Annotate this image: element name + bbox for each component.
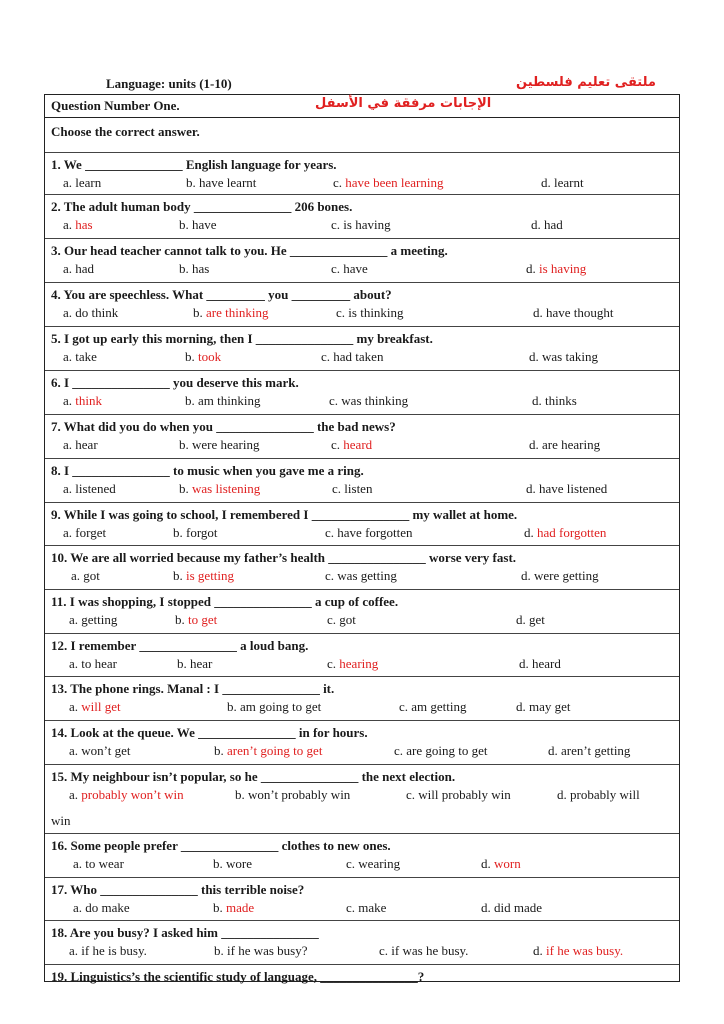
answer-option: [177, 656, 212, 672]
option-text: am getting: [411, 699, 467, 714]
answer-option: [329, 393, 408, 409]
question-title: Question Number One.: [51, 98, 180, 113]
option-text: is having: [539, 261, 587, 276]
option-text: had: [544, 217, 563, 232]
answer-option: [533, 305, 614, 321]
correct-answer-option: [526, 261, 586, 277]
answer-option: [519, 656, 561, 672]
answer-option: [331, 261, 368, 277]
option-text: have been learning: [345, 175, 444, 190]
answer-option: [69, 943, 147, 959]
option-text: make: [358, 900, 387, 915]
correct-answer-option: [193, 305, 268, 321]
option-letter: d.: [541, 175, 554, 190]
correct-answer-option: [173, 568, 234, 584]
option-letter: a.: [73, 900, 86, 915]
question-divider: [45, 676, 679, 677]
answer-option: [346, 900, 386, 916]
answer-option: [63, 481, 116, 497]
option-text: do make: [85, 900, 130, 915]
correct-answer-option: [524, 525, 606, 541]
option-text: have: [343, 261, 368, 276]
question-divider: [45, 370, 679, 371]
option-letter: b.: [179, 261, 192, 276]
option-text: are thinking: [206, 305, 269, 320]
question-divider: [45, 764, 679, 765]
option-letter: a.: [63, 525, 76, 540]
question-stem: 4. You are speechless. What _________ you _________ about?: [51, 287, 392, 302]
option-text: was listening: [192, 481, 261, 496]
option-letter: c.: [327, 656, 340, 671]
question-divider: [45, 458, 679, 459]
option-text: do think: [75, 305, 119, 320]
option-letter: c.: [346, 900, 359, 915]
option-text: aren’t getting: [561, 743, 631, 758]
answer-option: [63, 525, 106, 541]
question-divider: [45, 633, 679, 634]
option-letter: b.: [173, 525, 186, 540]
question-divider: [45, 326, 679, 327]
answers-note: الإجابات مرفقة في الأسفل: [315, 96, 492, 111]
option-letter: c.: [379, 943, 392, 958]
option-text: getting: [81, 612, 118, 627]
option-letter: c.: [331, 437, 344, 452]
correct-answer-option: [63, 217, 93, 233]
option-letter: a.: [63, 217, 76, 232]
title-row: [45, 95, 679, 118]
answer-option: [529, 437, 600, 453]
answer-option: [526, 481, 607, 497]
answer-option: [379, 943, 468, 959]
option-text: have thought: [546, 305, 614, 320]
option-text: hearing: [339, 656, 379, 671]
correct-answer-option: [533, 943, 623, 959]
answer-option: [227, 699, 321, 715]
option-text: am thinking: [198, 393, 261, 408]
answer-option: [516, 699, 571, 715]
answer-option: [325, 525, 413, 541]
answer-option: [531, 217, 563, 233]
option-letter: b.: [193, 305, 206, 320]
option-letter: b.: [179, 481, 192, 496]
option-letter: d.: [481, 856, 494, 871]
option-letter: c.: [399, 699, 412, 714]
option-letter: c.: [331, 217, 344, 232]
option-text: learn: [75, 175, 102, 190]
option-text: heard: [343, 437, 373, 452]
option-letter: d.: [524, 525, 537, 540]
question-divider: [45, 877, 679, 878]
question-stem: 8. I _______________ to music when you gave me a ring.: [51, 463, 364, 478]
option-letter: b.: [235, 787, 248, 802]
answer-option: [73, 900, 130, 916]
option-letter: b.: [214, 743, 227, 758]
question-divider: [45, 964, 679, 965]
option-text: learnt: [554, 175, 584, 190]
option-letter: b.: [213, 900, 226, 915]
option-text: were getting: [534, 568, 599, 583]
option-text: got: [83, 568, 100, 583]
option-text: are going to get: [406, 743, 488, 758]
option-text: worn: [494, 856, 521, 871]
option-letter: b.: [214, 943, 227, 958]
unit-heading: Language: units (1-10): [106, 76, 232, 91]
option-letter: d.: [533, 305, 546, 320]
question-box: [44, 94, 680, 982]
option-text: to hear: [81, 656, 118, 671]
option-letter: a.: [63, 437, 76, 452]
answer-option: [71, 568, 100, 584]
option-text: to wear: [85, 856, 124, 871]
answer-option: [406, 787, 511, 803]
answer-option: [346, 856, 400, 872]
option-letter: d.: [531, 217, 544, 232]
answer-option: [325, 568, 397, 584]
option-letter: c.: [333, 175, 346, 190]
option-letter: c.: [325, 568, 338, 583]
option-letter: b.: [185, 349, 198, 364]
question-stem: 15. My neighbour isn’t popular, so he _______________ the next election.: [51, 769, 456, 784]
option-text: listen: [344, 481, 373, 496]
answer-option: [69, 656, 117, 672]
answer-option: [321, 349, 383, 365]
question-divider: [45, 282, 679, 283]
option-letter: a.: [73, 856, 86, 871]
option-letter: c.: [336, 305, 349, 320]
option-text: has: [192, 261, 210, 276]
correct-answer-option: [213, 900, 254, 916]
option-text: got: [339, 612, 356, 627]
option-letter: a.: [63, 261, 76, 276]
option-text: if was he busy.: [391, 943, 469, 958]
option-letter: c.: [327, 612, 340, 627]
answer-option: [63, 437, 98, 453]
option-text: may get: [529, 699, 571, 714]
option-text: listened: [75, 481, 116, 496]
option-text: made: [226, 900, 255, 915]
correct-answer-option: [327, 656, 378, 672]
option-letter: d.: [516, 699, 529, 714]
correct-answer-option: [333, 175, 443, 191]
option-letter: c.: [329, 393, 342, 408]
option-letter: a.: [71, 568, 84, 583]
correct-answer-option: [331, 437, 372, 453]
answer-option: [69, 743, 131, 759]
option-text: hear: [190, 656, 213, 671]
answer-option: [336, 305, 404, 321]
option-text: heard: [532, 656, 561, 671]
option-letter: b.: [177, 656, 190, 671]
question-stem: 10. We are all worried because my father’s health _______________ worse very fast.: [51, 550, 517, 565]
option-text: am going to get: [240, 699, 322, 714]
question-stem: 1. We _______________ English language for years.: [51, 157, 337, 172]
option-letter: c.: [321, 349, 334, 364]
option-text: probably will: [570, 787, 640, 802]
answer-option: [548, 743, 630, 759]
correct-answer-option: [63, 393, 102, 409]
option-text: forget: [75, 525, 107, 540]
answer-option: [235, 787, 350, 803]
correct-answer-option: [179, 481, 260, 497]
answer-option: [521, 568, 599, 584]
option-text: had taken: [333, 349, 384, 364]
answer-option: [331, 217, 391, 233]
option-letter: d.: [519, 656, 532, 671]
option-text: was thinking: [341, 393, 409, 408]
option-letter: a.: [63, 305, 76, 320]
option-letter: a.: [69, 699, 82, 714]
option-text: forgot: [186, 525, 218, 540]
answer-option: [73, 856, 124, 872]
option-text: probably won’t win: [81, 787, 184, 802]
answer-option: [179, 261, 209, 277]
option-letter: b.: [186, 175, 199, 190]
question-divider: [45, 545, 679, 546]
option-letter: d.: [533, 943, 546, 958]
option-text: think: [75, 393, 103, 408]
correct-answer-option: [69, 787, 184, 803]
answer-option: [394, 743, 488, 759]
option-letter: a.: [69, 656, 82, 671]
answer-option: [63, 305, 118, 321]
question-stem: 16. Some people prefer _______________ clothes to new ones.: [51, 838, 391, 853]
question-divider: [45, 833, 679, 834]
question-stem: 19. Linguistics’s the scientific study of language, _______________?: [51, 969, 425, 984]
option-text: wore: [226, 856, 252, 871]
option-text: will probably win: [418, 787, 511, 802]
option-letter: a.: [69, 743, 82, 758]
option-letter: d.: [481, 900, 494, 915]
question-stem: 3. Our head teacher cannot talk to you. He _______________ a meeting.: [51, 243, 448, 258]
option-text: take: [75, 349, 97, 364]
option-letter: d.: [548, 743, 561, 758]
option-text: will get: [81, 699, 121, 714]
question-stem: 12. I remember _______________ a loud bang.: [51, 638, 309, 653]
option-text: won’t probably win: [248, 787, 351, 802]
option-text: did made: [494, 900, 543, 915]
option-text: won’t get: [81, 743, 131, 758]
option-text: have: [192, 217, 217, 232]
question-stem: 18. Are you busy? I asked him _______________: [51, 925, 319, 940]
option-letter: a.: [63, 393, 76, 408]
option-letter: b.: [173, 568, 186, 583]
question-divider: [45, 589, 679, 590]
option-text: was getting: [337, 568, 397, 583]
correct-answer-option: [214, 743, 322, 759]
question-divider: [45, 194, 679, 195]
answer-option: [529, 349, 598, 365]
answer-option: [516, 612, 545, 628]
option-letter: b.: [179, 437, 192, 452]
option-text: were hearing: [192, 437, 260, 452]
question-divider: [45, 502, 679, 503]
answer-option: [557, 787, 640, 803]
question-stem: 9. While I was going to school, I remembered I _______________ my wallet at home.: [51, 507, 518, 522]
answer-option: [185, 393, 260, 409]
option-text: is getting: [186, 568, 235, 583]
option-text: was taking: [542, 349, 598, 364]
answer-option: [186, 175, 256, 191]
answer-option: [399, 699, 467, 715]
option-letter: b.: [179, 217, 192, 232]
option-text: if he is busy.: [81, 943, 147, 958]
option-text: had forgotten: [537, 525, 607, 540]
option-letter: d.: [557, 787, 570, 802]
answer-option: [327, 612, 356, 628]
option-letter: b.: [175, 612, 188, 627]
option-letter: c.: [406, 787, 419, 802]
answer-option: [179, 217, 217, 233]
option-text: is thinking: [348, 305, 404, 320]
option-text: get: [529, 612, 545, 627]
question-stem: 17. Who _______________ this terrible noise?: [51, 882, 305, 897]
option-text: to get: [188, 612, 218, 627]
answer-option: [532, 393, 577, 409]
correct-answer-option: [481, 856, 521, 872]
site-name: ملتقى تعليم فلسطين: [516, 75, 656, 90]
option-text: are hearing: [542, 437, 601, 452]
question-stem: 6. I _______________ you deserve this mark.: [51, 375, 299, 390]
option-text: have listened: [539, 481, 608, 496]
answer-option: [214, 943, 308, 959]
option-letter: d.: [529, 437, 542, 452]
option-letter: b.: [213, 856, 226, 871]
answer-option: [179, 437, 260, 453]
question-stem: 5. I got up early this morning, then I _______________ my breakfast.: [51, 331, 433, 346]
answer-option: [481, 900, 542, 916]
option-text: aren’t going to get: [227, 743, 323, 758]
correct-answer-option: [175, 612, 217, 628]
question-divider: [45, 920, 679, 921]
option-letter: d.: [521, 568, 534, 583]
answer-option: [213, 856, 252, 872]
correct-answer-option: [69, 699, 121, 715]
question-divider: [45, 152, 679, 153]
option-letter: a.: [69, 787, 82, 802]
option-text: if he was busy.: [546, 943, 624, 958]
answer-option: [69, 612, 117, 628]
option-text: had: [75, 261, 95, 276]
option-text: wearing: [358, 856, 401, 871]
answer-option: [63, 349, 97, 365]
option-text: have learnt: [199, 175, 257, 190]
question-divider: [45, 414, 679, 415]
option-text: is having: [343, 217, 391, 232]
answer-option: [63, 175, 101, 191]
option-text: has: [75, 217, 93, 232]
instruction: Choose the correct answer.: [51, 124, 200, 139]
option-letter: c.: [325, 525, 338, 540]
option-letter: a.: [69, 943, 82, 958]
option-letter: c.: [331, 261, 344, 276]
question-divider: [45, 720, 679, 721]
option-letter: b.: [185, 393, 198, 408]
option-letter: c.: [332, 481, 345, 496]
option-letter: a.: [63, 481, 76, 496]
option-wrap-text: win: [51, 813, 71, 828]
option-letter: b.: [227, 699, 240, 714]
answer-option: [541, 175, 584, 191]
question-stem: 14. Look at the queue. We _______________ in for hours.: [51, 725, 368, 740]
option-letter: a.: [63, 349, 76, 364]
option-text: took: [198, 349, 222, 364]
option-letter: d.: [529, 349, 542, 364]
question-stem: 11. I was shopping, I stopped _______________ a cup of coffee.: [51, 594, 399, 609]
option-letter: d.: [526, 481, 539, 496]
option-letter: a.: [69, 612, 82, 627]
option-letter: c.: [394, 743, 407, 758]
option-letter: c.: [346, 856, 359, 871]
option-text: hear: [75, 437, 98, 452]
option-letter: d.: [532, 393, 545, 408]
option-letter: d.: [516, 612, 529, 627]
option-letter: a.: [63, 175, 76, 190]
option-letter: d.: [526, 261, 539, 276]
answer-option: [63, 261, 94, 277]
correct-answer-option: [185, 349, 221, 365]
answer-option: [332, 481, 372, 497]
answer-option: [173, 525, 218, 541]
question-divider: [45, 238, 679, 239]
option-text: thinks: [545, 393, 577, 408]
question-stem: 2. The adult human body _______________ 206 bones.: [51, 199, 353, 214]
option-text: have forgotten: [337, 525, 413, 540]
question-stem: 13. The phone rings. Manal : I _______________ it.: [51, 681, 335, 696]
question-stem: 7. What did you do when you _______________ the bad news?: [51, 419, 396, 434]
option-text: if he was busy?: [227, 943, 308, 958]
